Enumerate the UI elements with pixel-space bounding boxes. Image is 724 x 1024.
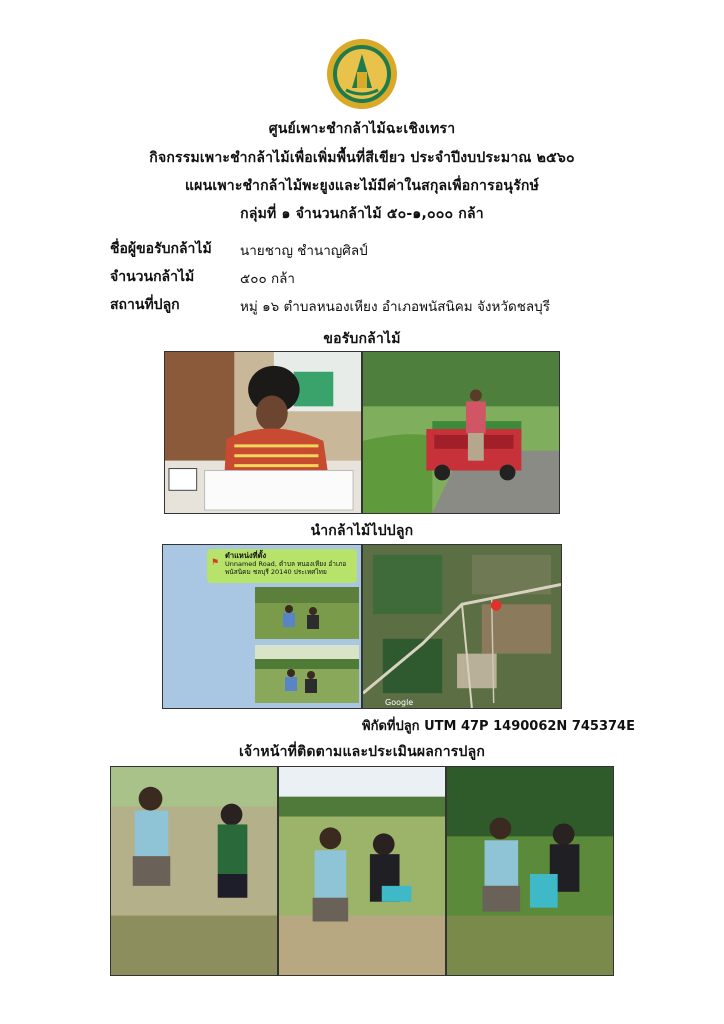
header-line-1: ศูนย์เพาะชำกล้าไม้ฉะเชิงเทรา <box>268 121 456 137</box>
field-value-quantity: ๕๐๐ กล้า <box>240 271 296 287</box>
monitoring-photo-3-image <box>447 767 613 975</box>
header-line-3: แผนเพาะชำกล้าไม้พะยูงและไม้มีค่าในสกุลเพื่อการอนุรักษ์ <box>184 178 540 194</box>
photo-planting-2 <box>255 645 359 703</box>
photo-pickup-truck <box>362 351 560 514</box>
location-callout-title: ตำแหน่งที่ตั้ง <box>225 551 267 560</box>
satellite-map <box>362 544 562 709</box>
photo-monitoring-1 <box>110 766 278 976</box>
section-title-receive: ขอรับกล้าไม้ <box>323 331 401 347</box>
planting-photo-1-image <box>255 587 359 639</box>
monitoring-photo-1-image <box>111 767 277 975</box>
section-title-monitoring: เจ้าหน้าที่ติดตามและประเมินผลการปลูก <box>238 744 486 760</box>
field-value-requester: นายชาญ ชำนาญศิลป์ <box>240 243 368 259</box>
field-label-requester: ชื่อผู้ขอรับกล้าไม้ <box>110 241 212 257</box>
header-line-4: กลุ่มที่ ๑ จำนวนกล้าไม้ ๕๐-๑,๐๐๐ กล้า <box>240 206 484 222</box>
logo-seal-icon <box>326 38 398 110</box>
map-pin-icon: ⚑ <box>211 558 220 568</box>
map-panel-screenshot <box>162 544 362 709</box>
photo-requester-signing <box>164 351 362 514</box>
photo-truck-image <box>363 352 559 513</box>
photo-signing-image <box>165 352 361 513</box>
location-callout <box>207 549 357 583</box>
header-line-2: กิจกรรมเพาะชำกล้าไม้เพื่อเพิ่มพื้นที่สีเขียว ประจำปีงบประมาณ ๒๕๖๐ <box>149 150 575 166</box>
planting-coordinates: พิกัดที่ปลูก UTM 47P 1490062N 745374E <box>362 719 635 734</box>
field-label-location: สถานที่ปลูก <box>110 297 180 313</box>
photo-planting-1 <box>255 587 359 639</box>
section-title-planting: นำกล้าไม้ไปปลูก <box>310 523 414 539</box>
google-label: Google <box>385 698 414 707</box>
organization-logo <box>326 38 398 110</box>
field-label-quantity: จำนวนกล้าไม้ <box>110 269 195 285</box>
location-callout-text: Unnamed Road, ตำบล หนองเหียง อำเภอ พนัสนิคม ชลบุรี 20140 ประเทศไทย <box>225 560 347 576</box>
photo-monitoring-2 <box>278 766 446 976</box>
map-marker-icon: ● <box>490 597 503 613</box>
field-value-location: หมู่ ๑๖ ตำบลหนองเหียง อำเภอพนัสนิคม จังหวัดชลบุรี <box>240 299 550 315</box>
photo-monitoring-3 <box>446 766 614 976</box>
monitoring-photo-2-image <box>279 767 445 975</box>
satellite-map-image <box>363 545 561 708</box>
planting-photo-2-image <box>255 645 359 703</box>
